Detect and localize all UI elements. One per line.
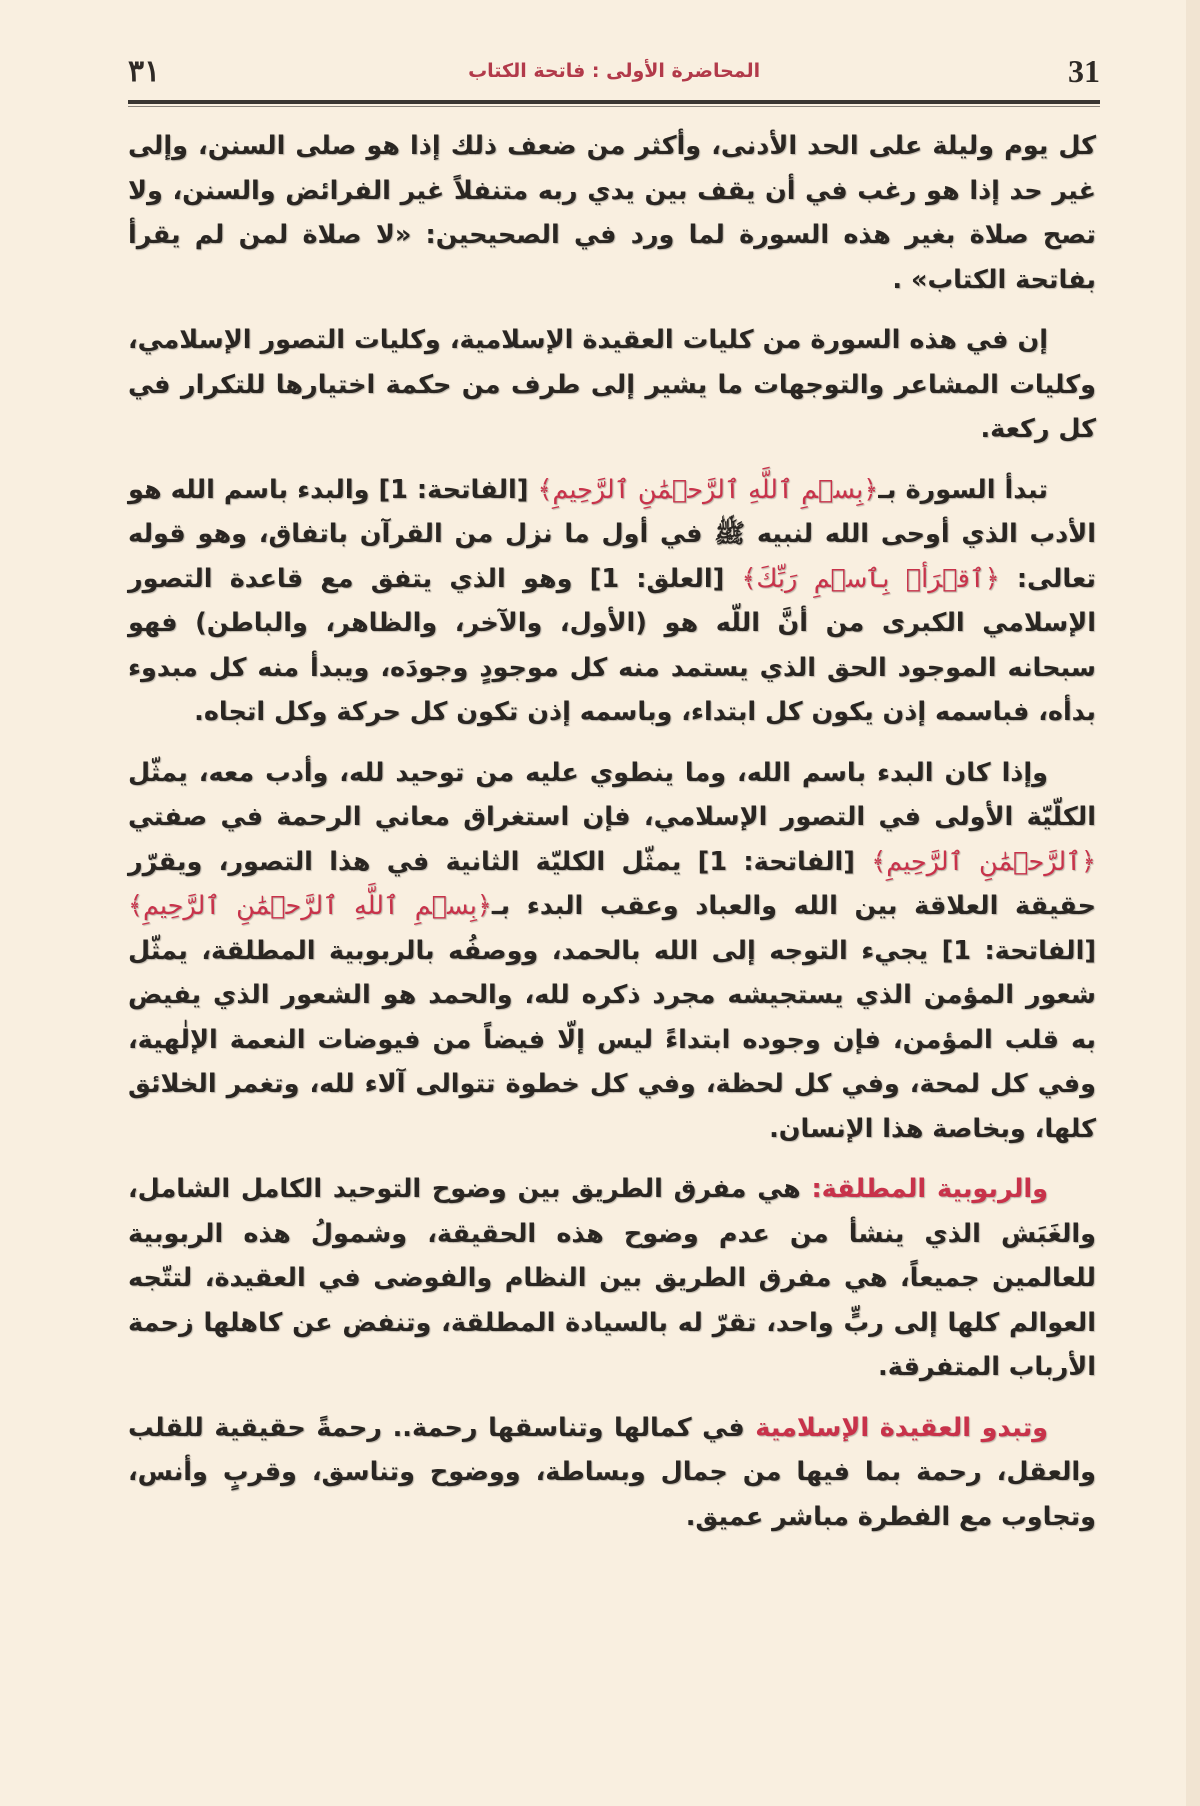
paragraph xyxy=(128,1406,1096,1540)
paragraph-text: وهو الذي يتفق مع قاعدة التصور الإسلامي الكبرى من أنَّ اللّه هو xyxy=(128,563,1096,638)
highlighted-term: وتبدو العقيدة الإسلامية xyxy=(755,1412,1048,1443)
verse-reference: [الفاتحة: 1] xyxy=(681,846,872,877)
page-header xyxy=(128,42,1100,100)
header-rule xyxy=(128,100,1100,104)
paragraph-text: إن في هذه السورة من كليات العقيدة الإسلامية، وكليات التصور الإسلامي، وكليات المشاعر والتوجهات ما يشير إلى طرف من حكمة اختيارها للتكرار في كل ركعة. xyxy=(128,325,1096,444)
paragraph-text: وإذا كان البدء باسم الله، وما ينطوي عليه من توحيد لله، وأدب معه، يمثّل الكلّيّة الأولى في التصور الإسلامي، فإن استغراق معاني الرحمة في صفتي xyxy=(128,757,1096,832)
paragraph xyxy=(128,124,1096,302)
paragraph-text: يجيء التوجه إلى الله بالحمد، ووصفُه بالربوبية المطلقة، يمثّل شعور المؤمن الذي يستجيشه مجرد ذكره لله، والحمد هو الشعور الذي يفيض به قلب المؤمن، فإن وجوده ابتداءً ليس إلّا فيضاً من فيوضات النعمة الإلٰهية، وفي كل لمحة، وفي كل لحظة، وفي كل خطوة تتوالى آلاء لله، وتغمر الخلائق كلها، وبخاصة هذا الإنسان. xyxy=(128,935,1096,1144)
paragraph-text: كل يوم وليلة على الحد الأدنى، وأكثر من ضعف ذلك إذا هو صلى السنن، وإلى غير حد إذا هو رغب في أن يقف بين يدي ربه متنفلاً غير الفرائض والسنن، ولا تصح صلاة بغير هذه السورة لما ورد في الصحيحين: xyxy=(128,131,1097,250)
paragraph xyxy=(128,468,1096,735)
paragraph xyxy=(128,1167,1096,1390)
verse-reference: [العلق: 1] xyxy=(572,563,742,594)
quran-verse: ﴿ٱقۡرَأۡ بِٱسۡمِ رَبِّكَ﴾ xyxy=(741,563,1000,594)
paragraph xyxy=(128,751,1096,1152)
paragraph-text: يمثّل الكليّة الثانية في هذا التصور، ويقرّر حقيقة العلاقة بين الله والعباد وعقب البدء بـ xyxy=(128,846,1097,921)
page-body xyxy=(128,124,1096,1555)
hadith-quote: «لا صلاة لمن لم يقرأ بفاتحة الكتاب» xyxy=(128,220,1096,295)
quran-verse: ﴿بِسۡمِ ٱللَّهِ ٱلرَّحۡمَٰنِ ٱلرَّحِيمِ﴾ xyxy=(128,891,492,921)
paragraph-text: هي مفرق الطريق بين وضوح التوحيد الكامل الشامل، والغَبَش الذي ينشأ من عدم وضوح هذه الحقيقة، وشمولُ هذه الربوبية للعالمين جميعاً، هي مفرق الطريق بين النظام والفوضى في العقيدة، لتتّجه العوالم كلها إلى ربٍّ واحد، تقرّ له بالسيادة المطلقة، وتنفض عن كاهلها زحمة الأرباب المتفرقة. xyxy=(128,1174,1096,1382)
paragraph-text: والبدء باسم الله هو الأدب الذي أوحى الله لنبيه ﷺ في أول ما نزل من القرآن باتفاق، وهو قوله تعالى: xyxy=(128,474,1096,594)
paragraph-text: . xyxy=(892,264,911,295)
verse-reference: [الفاتحة: 1] xyxy=(369,474,538,505)
page-number: 31 xyxy=(1068,52,1100,89)
quran-verse: ﴿ٱلرَّحۡمَٰنِ ٱلرَّحِيمِ﴾ xyxy=(871,846,1096,877)
quran-verse: ﴿بِسۡمِ ٱللَّهِ ٱلرَّحۡمَٰنِ ٱلرَّحِيمِ﴾ xyxy=(537,474,879,505)
paragraph-text: تبدأ السورة بـ xyxy=(878,474,1048,505)
running-title: المحاضرة الأولى : فاتحة الكتاب xyxy=(468,60,761,82)
header-rule-thin xyxy=(128,106,1100,107)
highlighted-term: والربوبية المطلقة: xyxy=(800,1174,1048,1204)
paragraph-text: في كمالها وتناسقها رحمة.. رحمةً حقيقية للقلب والعقل، رحمة بما فيها من جمال وبساطة، ووضوح وتناسق، وقربٍ وأنس، وتجاوب مع الفطرة مباشر عميق. xyxy=(128,1412,1096,1532)
paragraph xyxy=(128,318,1096,452)
divine-names: (الأول، والآخر، والظاهر، والباطن) xyxy=(195,608,647,638)
verse-reference: [الفاتحة: 1] xyxy=(928,935,1097,966)
page-number-arabic: ٣١ xyxy=(128,53,161,89)
paragraph-text: فهو سبحانه الموجود الحق الذي يستمد منه كل موجودٍ وجودَه، ويبدأ منه كل مبدوء بدأه، فباسمه إذن يكون كل ابتداء، وباسمه إذن تكون كل حركة وكل اتجاه. xyxy=(128,608,1096,727)
page-edge xyxy=(1186,0,1200,1806)
